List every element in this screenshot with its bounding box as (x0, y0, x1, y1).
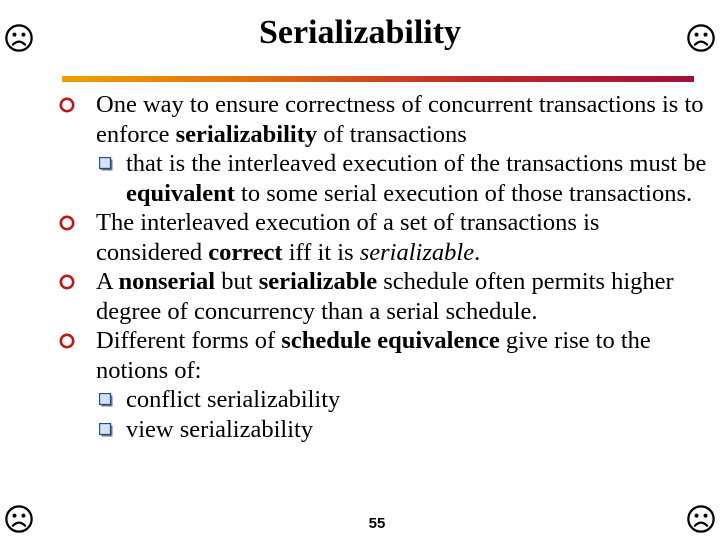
bold-term: serializability (175, 120, 318, 148)
shadowed-square-bullet-icon (99, 157, 113, 171)
slide-body (58, 90, 708, 444)
bullet-text: . (474, 238, 481, 266)
bullet-text: A (96, 268, 119, 295)
slide-title: Serializability (258, 14, 462, 51)
sub-bullet-item (58, 385, 708, 415)
bullet-text: iff it is (282, 238, 360, 266)
title-divider (62, 76, 694, 82)
shadowed-square-bullet-icon (99, 393, 113, 407)
hollow-circle-bullet-icon (59, 215, 75, 231)
bullet-item (58, 208, 708, 267)
bullet-item (58, 90, 708, 149)
sub-bullet-item (58, 415, 708, 445)
sub-bullet-text: view serializability (126, 415, 314, 443)
sub-bullet-text: conflict serializability (126, 386, 341, 413)
bullet-text: of transactions (317, 120, 467, 148)
bullet-text: schedule often permits higher degree of concurrency than a serial schedule. (96, 268, 674, 325)
bold-term: schedule equivalence (281, 327, 500, 354)
bullet-text: One way to ensure correctness of concurrent transactions is to enforce (96, 91, 704, 148)
sub-bullet-text: to some serial execution of those transactions. (234, 179, 693, 207)
shadowed-square-bullet-icon (99, 423, 113, 437)
italic-term: serializable (359, 238, 475, 266)
page-number: 55 (368, 515, 386, 532)
bold-term: correct (208, 238, 283, 266)
bold-term: equivalent (126, 179, 235, 207)
bullet-item (58, 267, 708, 326)
bullet-text: give rise to the notions of: (96, 327, 651, 384)
bold-term: nonserial (118, 268, 216, 295)
bold-term: serializable (258, 268, 378, 295)
bullet-text: The interleaved execution of a set of transactions is considered (96, 209, 600, 266)
sub-bullet-text: that is the interleaved execution of the transactions must be (126, 150, 707, 177)
sub-bullet-item (58, 149, 708, 208)
hollow-circle-bullet-icon (59, 274, 75, 290)
hollow-circle-bullet-icon (59, 333, 75, 349)
hollow-circle-bullet-icon (59, 97, 75, 113)
bullet-item (58, 326, 708, 385)
bullet-text: but (215, 268, 259, 295)
bullet-text: Different forms of (96, 327, 282, 354)
